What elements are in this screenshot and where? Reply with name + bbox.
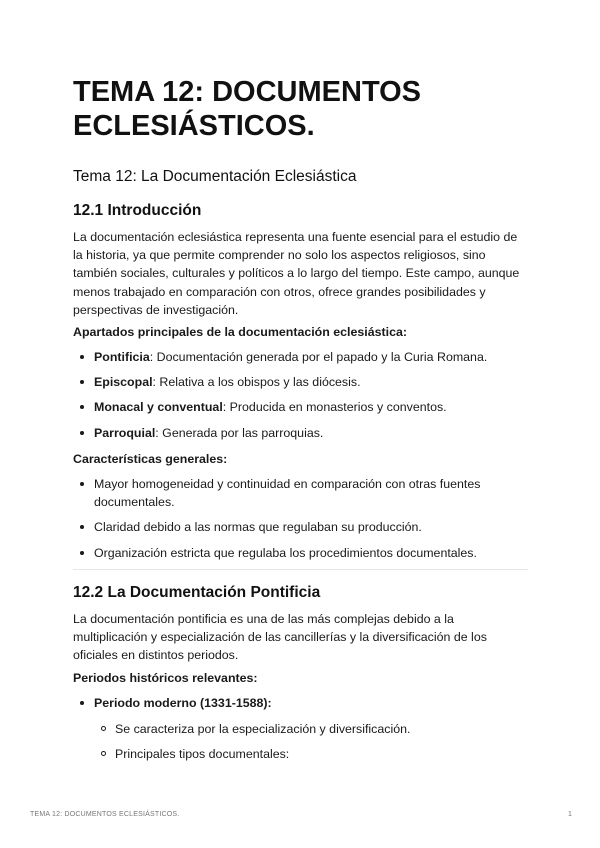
list-item-term: Parroquial: [94, 425, 156, 440]
list-item: Claridad debido a las normas que regulaban su producción.: [73, 518, 513, 536]
list-item-term: Monacal y conventual: [94, 400, 223, 415]
caracteristicas-list: [73, 475, 513, 562]
periodos-label: Periodos históricos relevantes:: [73, 671, 258, 685]
section-heading-pontificia: 12.2 La Documentación Pontificia: [73, 584, 321, 601]
list-item: [73, 373, 528, 391]
list-item: [73, 348, 528, 366]
section-divider: [73, 569, 528, 570]
list-item: Mayor homogeneidad y continuidad en comparación con otras fuentes documentales.: [73, 475, 513, 511]
apartados-list: [73, 348, 528, 442]
section-heading-introduccion: 12.1 Introducción: [73, 202, 202, 219]
list-item-text: : Documentación generada por el papado y la Curia Romana.: [149, 350, 488, 364]
document-title: TEMA 12: DOCUMENTOS ECLESIÁSTICOS.: [73, 76, 422, 142]
list-item: Organización estricta que regulaba los procedimientos documentales.: [73, 544, 513, 562]
list-item-term: Pontificia: [94, 350, 150, 364]
list-item-text: : Relativa a los obispos y las diócesis.: [152, 375, 361, 390]
document-subtitle: Tema 12: La Documentación Eclesiástica: [73, 168, 357, 185]
periodo-subitems-list: [73, 720, 528, 763]
list-item: [73, 398, 528, 416]
list-item: [73, 424, 528, 442]
introduccion-paragraph: La documentación eclesiástica representa una fuente esencial para el estudio de la historia, ya que permite comprender no solo los aspectos religiosos, sino también sociales, culturales y políticos a lo largo del tiempo. Este campo, aunque menos trabajado en comparación con otros, ofrece grandes posibilidades y perspectivas de investigación.: [73, 230, 520, 317]
list-item-term: Episcopal: [94, 375, 153, 390]
list-item: [73, 694, 528, 712]
footer-title: TEMA 12: DOCUMENTOS ECLESIÁSTICOS.: [30, 811, 180, 818]
caracteristicas-label: Características generales:: [73, 452, 228, 466]
list-item: Se caracteriza por la especialización y diversificación.: [73, 720, 528, 738]
list-item-text: : Generada por las parroquias.: [155, 425, 324, 440]
list-item: Principales tipos documentales:: [73, 745, 528, 763]
pontificia-paragraph: La documentación pontificia es una de las más complejas debido a la multiplicación y especialización de las cancillerías y la diversificación de los oficiales en distintos periodos.: [73, 612, 487, 663]
periodos-list: [73, 694, 528, 712]
footer-page-number: 1: [568, 811, 572, 818]
apartados-label: Apartados principales de la documentación eclesiástica:: [73, 325, 407, 339]
list-item-text: : Producida en monasterios y conventos.: [222, 400, 447, 415]
periodo-moderno: Periodo moderno (1331-1588):: [94, 696, 272, 710]
